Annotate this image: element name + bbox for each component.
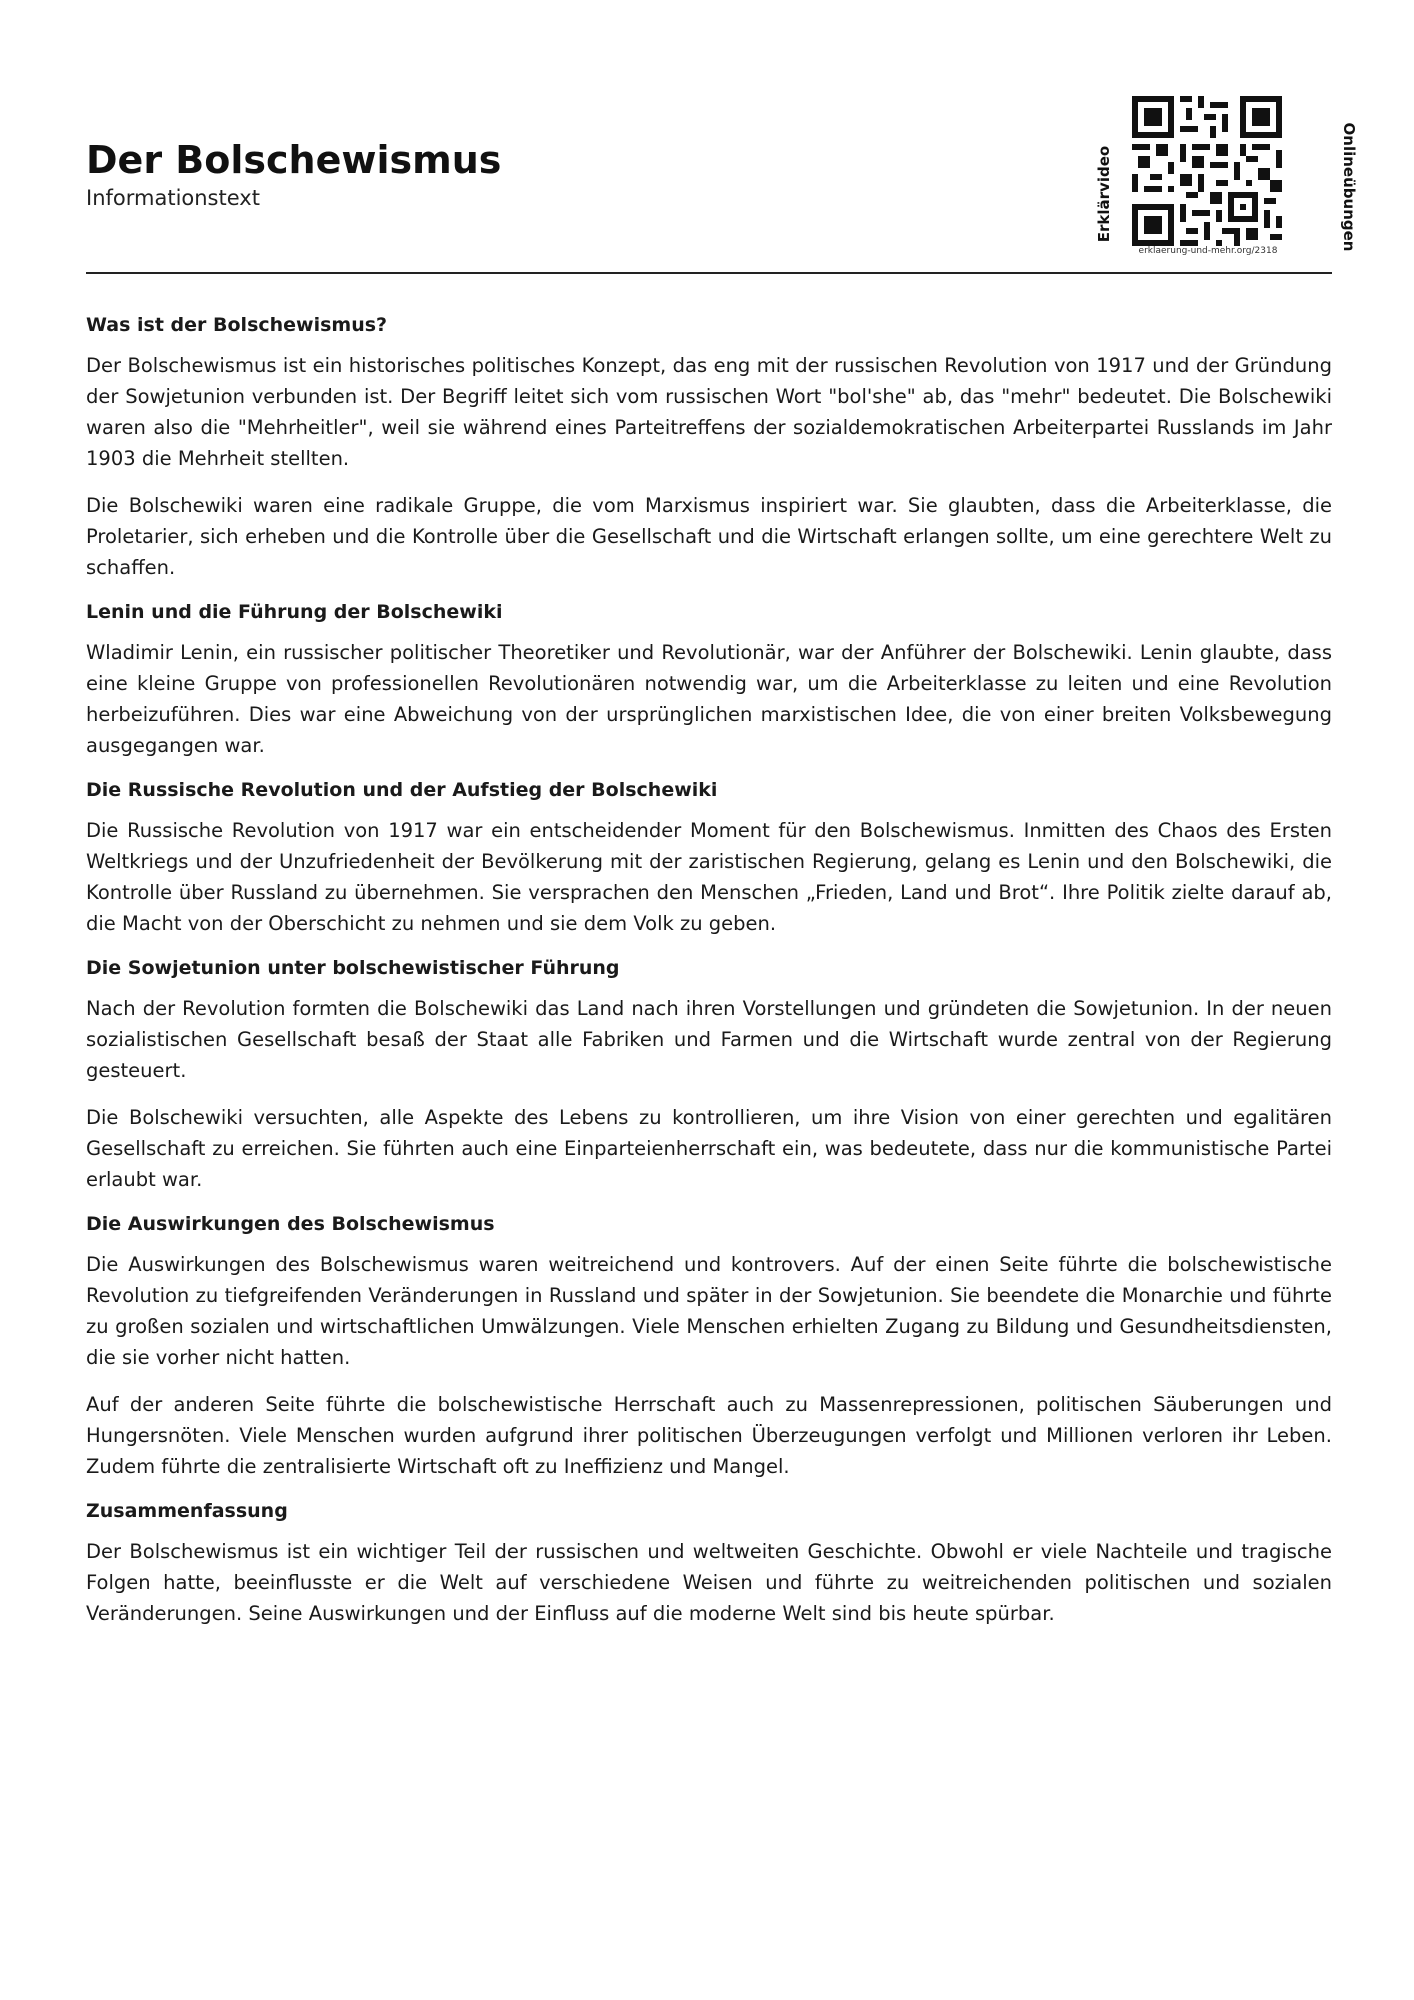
document-header: [86, 136, 501, 210]
exercises-label: Onlineübungen: [1340, 122, 1358, 252]
paragraph: Nach der Revolution formten die Bolschewiki das Land nach ihren Vorstellungen und gründeten die Sowjetunion. In der neuen sozialistischen Gesellschaft besaß der Staat alle Fabriken und Farmen und die Wirtschaft wurde zentral von der Regierung gesteuert.: [86, 997, 1332, 1082]
qr-code-block[interactable]: [1095, 90, 1358, 265]
qr-code-icon[interactable]: [1132, 96, 1282, 246]
section-heading: Die Russische Revolution und der Aufstieg der Bolschewiki: [86, 779, 718, 801]
video-label: Erklärvideo: [1095, 145, 1113, 243]
paragraph: Wladimir Lenin, ein russischer politischer Theoretiker und Revolutionär, war der Anführer der Bolschewiki. Lenin glaubte, dass eine kleine Gruppe von professionellen Revolutionären notwendig war, um die Arbeiterklasse zu leiten und eine Revolution herbeizuführen. Dies war eine Abweichung von der ursprünglichen marxistischen Idee, die von einer breiten Volksbewegung ausgegangen war.: [86, 641, 1332, 757]
section-heading: Zusammenfassung: [86, 1500, 288, 1522]
paragraph: Die Russische Revolution von 1917 war ein entscheidender Moment für den Bolschewismus. Inmitten des Chaos des Ersten Weltkriegs und der Unzufriedenheit der Bevölkerung mit der zaristischen Regierung, gelang es Lenin und den Bolschewiki, die Kontrolle über Russland zu übernehmen. Sie versprachen den Menschen „Frieden, Land und Brot“. Ihre Politik zielte darauf ab, die Macht von der Oberschicht zu nehmen und sie dem Volk zu geben.: [86, 819, 1332, 935]
page-subtitle: Informationstext: [86, 186, 260, 210]
qr-url: erklaerung-und-mehr.org/2318: [1138, 246, 1278, 256]
section-heading: Die Sowjetunion unter bolschewistischer Führung: [86, 957, 620, 979]
paragraph: Der Bolschewismus ist ein wichtiger Teil der russischen und weltweiten Geschichte. Obwohl er viele Nachteile und tragische Folgen hatte, beeinflusste er die Welt auf verschiedene Weisen und führte zu weitreichenden politischen und sozialen Veränderungen. Seine Auswirkungen und der Einfluss auf die moderne Welt sind bis heute spürbar.: [86, 1540, 1332, 1625]
paragraph: Die Auswirkungen des Bolschewismus waren weitreichend und kontrovers. Auf der einen Seite führte die bolschewistische Revolution zu tiefgreifenden Veränderungen in Russland und später in der Sowjetunion. Sie beendete die Monarchie und führte zu großen sozialen und wirtschaftlichen Umwälzungen. Viele Menschen erhielten Zugang zu Bildung und Gesundheitsdiensten, die sie vorher nicht hatten.: [86, 1253, 1332, 1369]
header-divider: [86, 272, 1332, 274]
paragraph: Die Bolschewiki waren eine radikale Gruppe, die vom Marxismus inspiriert war. Sie glaubten, dass die Arbeiterklasse, die Proletarier, sich erheben und die Kontrolle über die Gesellschaft und die Wirtschaft erlangen sollte, um eine gerechtere Welt zu schaffen.: [86, 494, 1332, 579]
paragraph: Der Bolschewismus ist ein historisches politisches Konzept, das eng mit der russischen Revolution von 1917 und der Gründung der Sowjetunion verbunden ist. Der Begriff leitet sich vom russischen Wort "bol'she" ab, das "mehr" bedeutet. Die Bolschewiki waren also die "Mehrheitler", weil sie während eines Parteitreffens der sozialdemokratischen Arbeiterpartei Russlands im Jahr 1903 die Mehrheit stellten.: [86, 354, 1332, 470]
page-title: Der Bolschewismus: [86, 138, 502, 182]
paragraph: Auf der anderen Seite führte die bolschewistische Herrschaft auch zu Massenrepressionen, politischen Säuberungen und Hungersnöten. Viele Menschen wurden aufgrund ihrer politischen Überzeugungen verfolgt und Millionen verloren ihr Leben. Zudem führte die zentralisierte Wirtschaft oft zu Ineffizienz und Mangel.: [86, 1393, 1332, 1478]
section-heading: Was ist der Bolschewismus?: [86, 314, 388, 336]
paragraph: Die Bolschewiki versuchten, alle Aspekte des Lebens zu kontrollieren, um ihre Vision von einer gerechten und egalitären Gesellschaft zu erreichen. Sie führten auch eine Einparteienherrschaft ein, was bedeutete, dass nur die kommunistische Partei erlaubt war.: [86, 1106, 1332, 1191]
article-body: [86, 312, 1332, 1645]
section-heading: Die Auswirkungen des Bolschewismus: [86, 1213, 495, 1235]
section-heading: Lenin und die Führung der Bolschewiki: [86, 601, 503, 623]
